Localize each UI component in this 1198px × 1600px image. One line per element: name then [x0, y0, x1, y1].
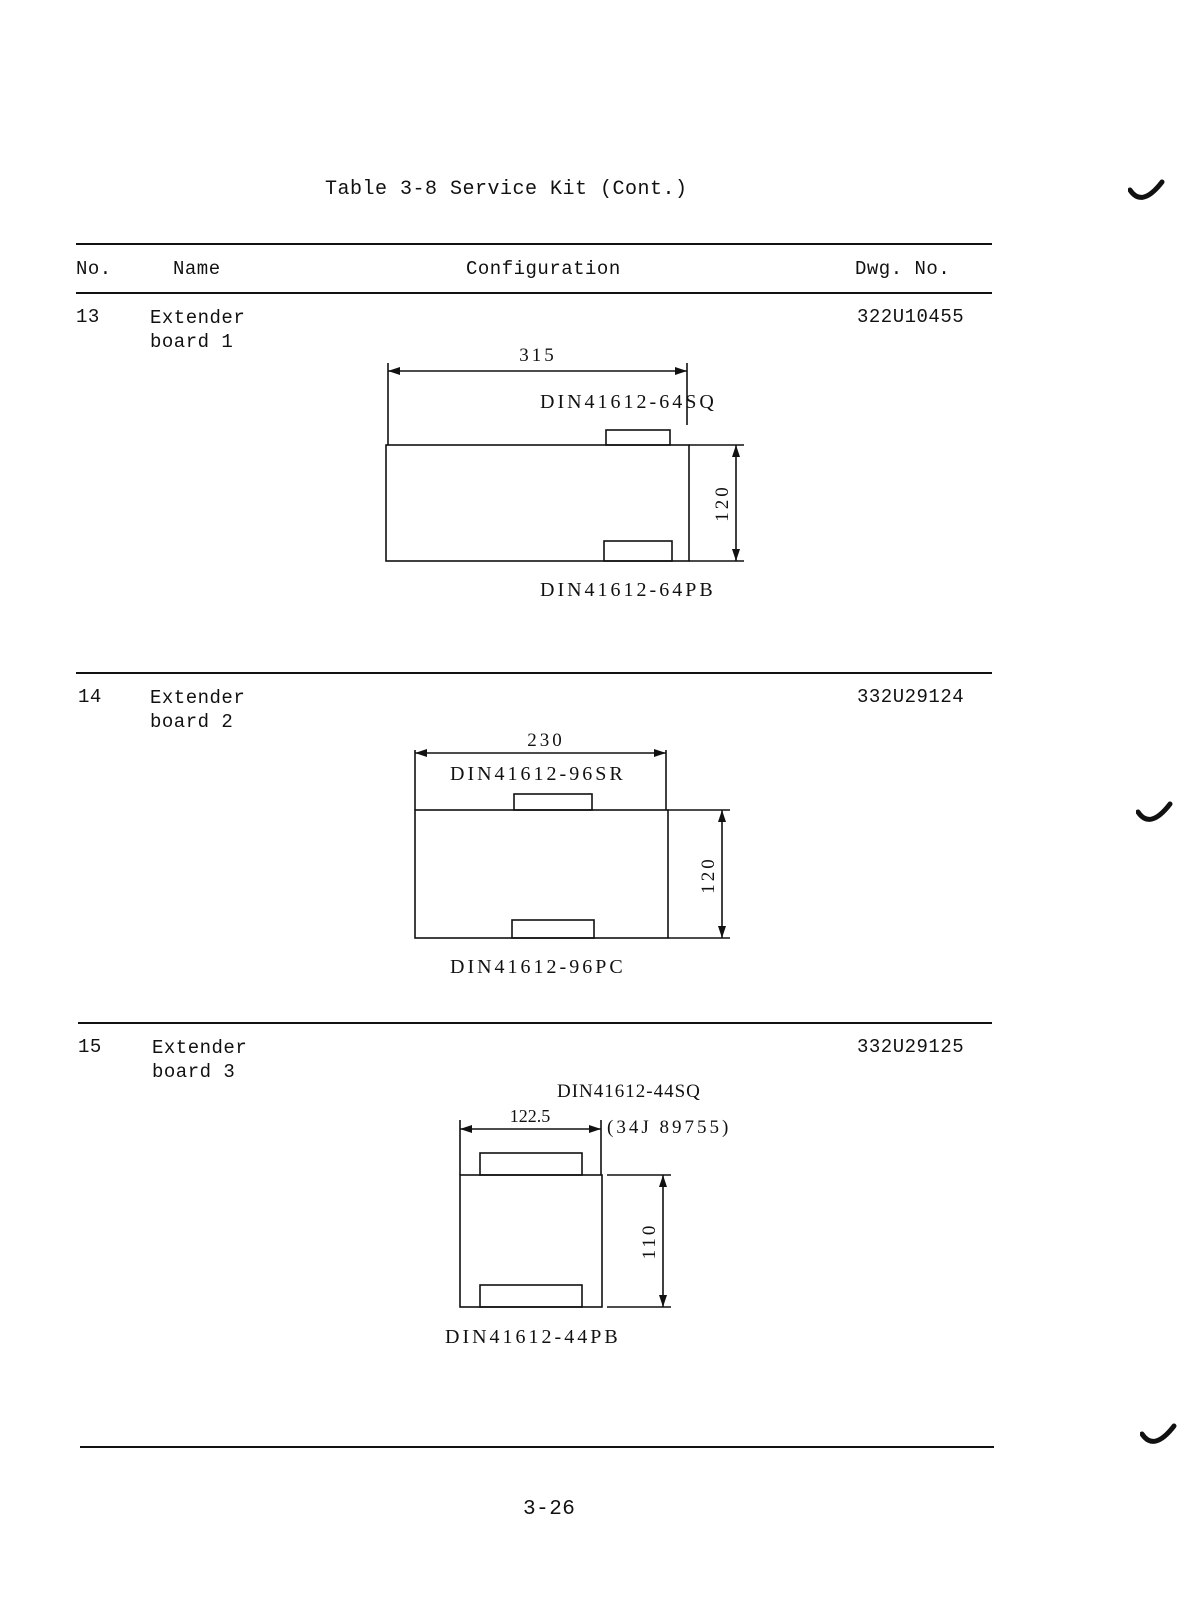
width-dimension-label: 122.5	[509, 1106, 551, 1126]
col-header-no: No.	[76, 258, 112, 280]
margin-check-mark	[1140, 1422, 1180, 1452]
width-dimension-label: 315	[519, 345, 557, 366]
width-dimension-label: 230	[527, 730, 565, 751]
row-dwg-no: 332U29125	[857, 1036, 965, 1058]
row-no: 14	[78, 686, 102, 708]
height-dimension-label: 120	[698, 856, 719, 894]
height-dimension-label: 110	[639, 1222, 660, 1260]
extender-board-1-drawing	[370, 345, 760, 615]
header-bottom-rule	[76, 292, 992, 294]
row-dwg-no: 332U29124	[857, 686, 965, 708]
row-separator	[76, 672, 992, 674]
top-connector-note: (34J 89755)	[607, 1117, 732, 1138]
col-header-name: Name	[173, 258, 221, 280]
top-connector-label: DIN41612-44SQ	[557, 1081, 701, 1102]
page-number: 3-26	[523, 1498, 576, 1521]
table-title: Table 3-8 Service Kit (Cont.)	[325, 178, 688, 201]
table-bottom-rule	[80, 1446, 994, 1448]
margin-check-mark	[1128, 178, 1168, 208]
height-dimension-label: 120	[712, 484, 733, 522]
row-name: Extender board 3	[152, 1037, 248, 1083]
extender-board-3-drawing	[445, 1081, 775, 1355]
col-header-dwg-no: Dwg. No.	[855, 258, 951, 280]
col-header-configuration: Configuration	[466, 258, 621, 280]
row-name: Extender board 1	[150, 307, 246, 353]
bottom-connector-label: DIN41612-64PB	[540, 579, 716, 601]
top-connector-label: DIN41612-96SR	[450, 763, 626, 785]
top-connector-label: DIN41612-64SQ	[540, 391, 717, 413]
row-no: 13	[76, 306, 100, 328]
row-no: 15	[78, 1036, 102, 1058]
row-name: Extender board 2	[150, 687, 246, 733]
extender-board-2-drawing	[400, 730, 740, 990]
bottom-connector-label: DIN41612-44PB	[445, 1326, 621, 1348]
header-top-rule	[76, 243, 992, 245]
margin-check-mark	[1136, 800, 1176, 830]
row-separator	[78, 1022, 992, 1024]
row-dwg-no: 322U10455	[857, 306, 965, 328]
bottom-connector-label: DIN41612-96PC	[450, 956, 626, 978]
